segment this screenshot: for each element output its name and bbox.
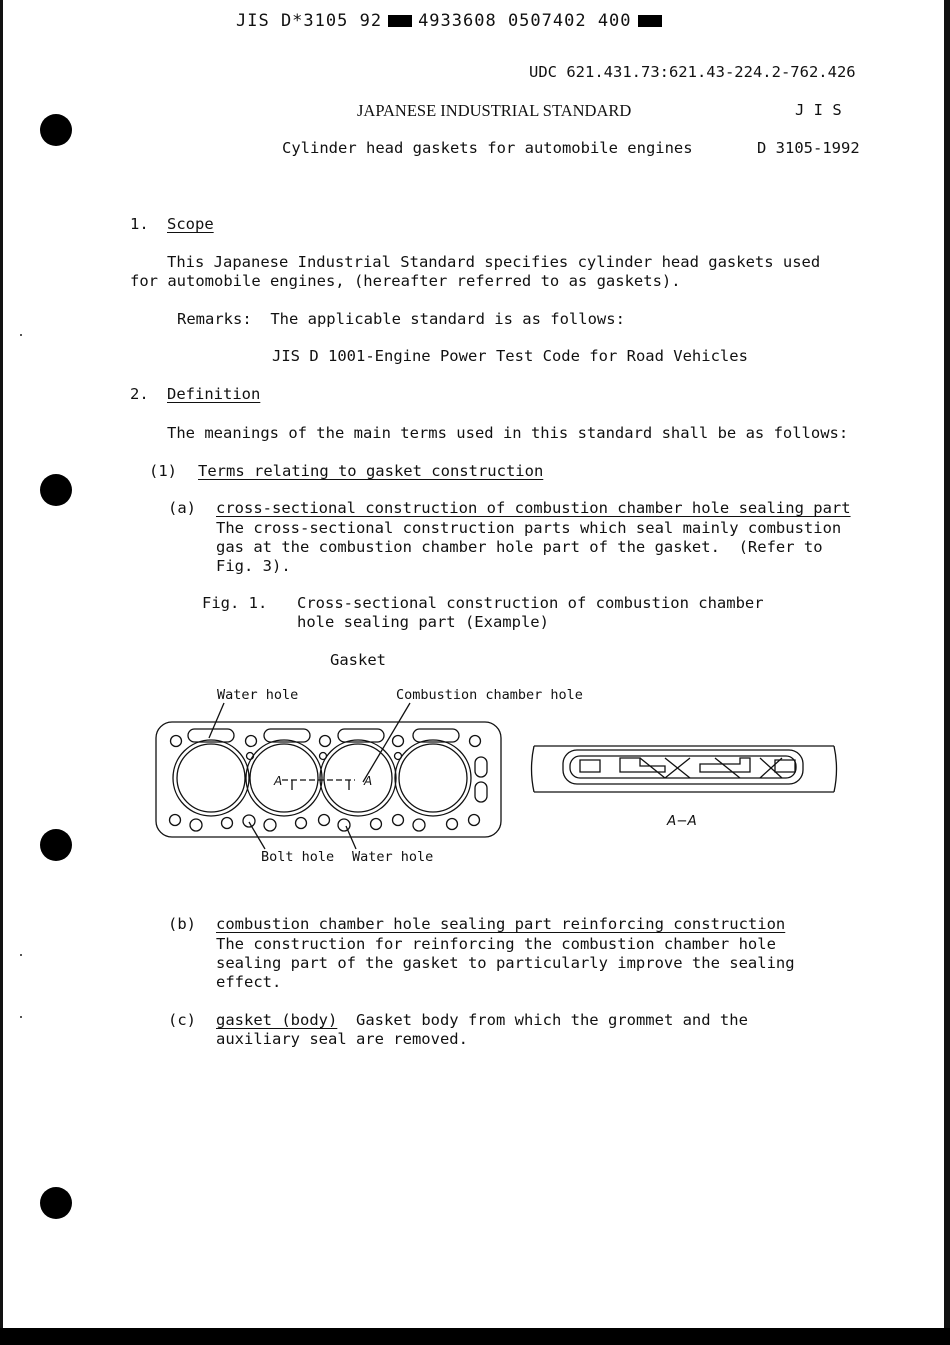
scan-edge-bottom <box>0 1328 950 1345</box>
section-marker-right: A <box>364 774 373 788</box>
item-c-line-1 <box>216 1011 748 1030</box>
item-c-term: gasket (body) <box>216 1011 338 1029</box>
barcode-line <box>236 11 668 31</box>
punch-hole <box>40 1187 72 1219</box>
leader-water-hole-top <box>209 703 224 738</box>
bore-2 <box>246 740 322 816</box>
definition-intro: The meanings of the main terms used in this standard shall be as follows: <box>167 424 849 442</box>
figure-caption-line-2: hole sealing part (Example) <box>297 613 549 631</box>
punch-hole <box>40 114 72 146</box>
bore-1 <box>173 740 249 816</box>
section-1-number: 1. <box>130 215 149 233</box>
item-b-label: (b) <box>168 915 196 933</box>
label-water-hole-bottom: Water hole <box>352 849 434 865</box>
speck <box>20 954 22 956</box>
speck <box>20 1016 22 1018</box>
scope-line-2: for automobile engines, (hereafter referred to as gaskets). <box>130 272 681 290</box>
standard-name: JAPANESE INDUSTRIAL STANDARD <box>357 101 632 120</box>
scope-line-1: This Japanese Industrial Standard specifies cylinder head gaskets used <box>167 253 821 271</box>
punch-hole <box>40 474 72 506</box>
remarks: Remarks: The applicable standard is as follows: <box>177 310 625 328</box>
barcode-code-1: JIS D*3105 92 <box>236 11 383 31</box>
speck <box>20 334 22 336</box>
scan-edge-left <box>0 0 3 1345</box>
section-1-heading: Scope <box>167 215 214 233</box>
label-bolt-hole: Bolt hole <box>261 849 335 865</box>
item-b-line-1: The construction for reinforcing the combustion chamber hole <box>216 935 776 953</box>
gasket-plan-drawing <box>150 700 510 850</box>
gasket-section-drawing <box>525 740 845 800</box>
item-b-line-2: sealing part of the gasket to particularly improve the sealing <box>216 954 795 972</box>
udc-code: UDC 621.431.73:621.43-224.2-762.426 <box>529 63 856 81</box>
figure-label: Fig. 1. <box>202 594 268 612</box>
barcode-block <box>388 15 412 27</box>
item-b-term: combustion chamber hole sealing part reinforcing construction <box>216 915 786 933</box>
item-c-line-2: auxiliary seal are removed. <box>216 1030 468 1048</box>
label-water-hole-top: Water hole <box>217 687 299 703</box>
barcode-block <box>638 15 662 27</box>
label-section-a-a: A−A <box>667 813 697 829</box>
item-c-rest: Gasket body from which the grommet and the <box>337 1011 748 1029</box>
jis-mark: J I S <box>795 101 842 119</box>
document-title: Cylinder head gaskets for automobile engines <box>282 139 693 157</box>
figure-caption-line-1: Cross-sectional construction of combustion chamber <box>297 594 764 612</box>
item-b-line-3: effect. <box>216 973 282 991</box>
section-marker-left: A <box>274 774 283 788</box>
punch-hole <box>40 829 72 861</box>
section-2-number: 2. <box>130 385 149 403</box>
section-2-heading: Definition <box>167 385 261 403</box>
item-a-line-1: The cross-sectional construction parts which seal mainly combustion <box>216 519 842 537</box>
item-c-label: (c) <box>168 1011 196 1029</box>
bore-4 <box>395 740 471 816</box>
barcode-code-2: 4933608 0507402 400 <box>418 11 632 31</box>
reference-standard: JIS D 1001-Engine Power Test Code for Road Vehicles <box>272 347 748 365</box>
subsection-1-heading: Terms relating to gasket construction <box>198 462 544 480</box>
figure-gasket-label: Gasket <box>330 651 386 669</box>
item-a-term: cross-sectional construction of combustion chamber hole sealing part <box>216 499 851 517</box>
document-number: D 3105-1992 <box>757 139 860 157</box>
subsection-1-number: (1) <box>149 462 177 480</box>
bore-3 <box>320 740 396 816</box>
item-a-line-3: Fig. 3). <box>216 557 291 575</box>
item-a-line-2: gas at the combustion chamber hole part of the gasket. (Refer to <box>216 538 823 556</box>
scan-edge-right <box>944 0 950 1345</box>
item-a-label: (a) <box>168 499 196 517</box>
label-combustion-chamber-hole: Combustion chamber hole <box>396 687 583 703</box>
